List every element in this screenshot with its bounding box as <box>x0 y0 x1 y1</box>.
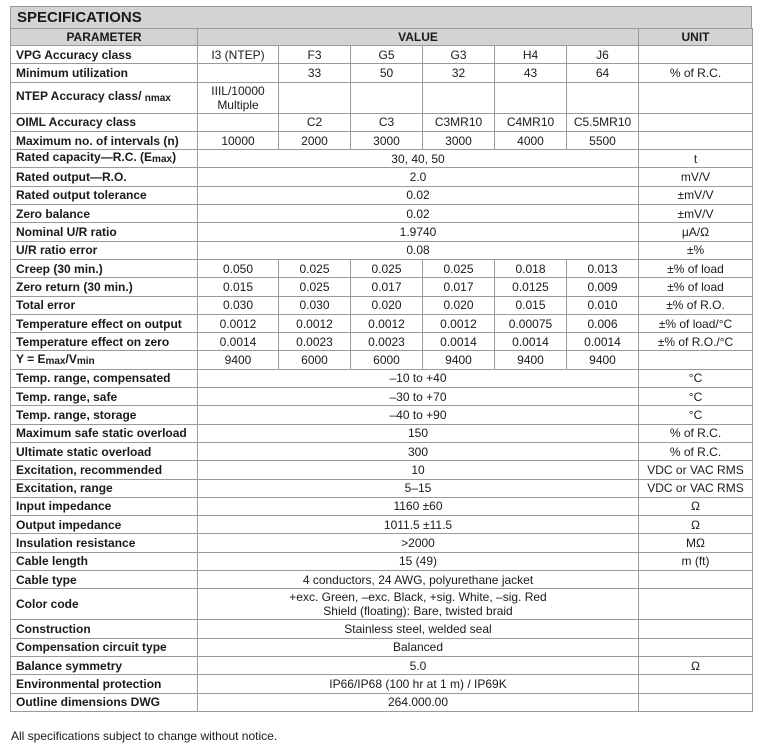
value-cell: 5–15 <box>198 479 639 497</box>
value-cell: 0.015 <box>198 278 279 296</box>
value-cell: 300 <box>198 442 639 460</box>
table-row <box>11 369 753 387</box>
unit-cell: °C <box>639 406 753 424</box>
table-row <box>11 259 753 277</box>
param-label: Color code <box>11 589 198 620</box>
value-cell: 0.025 <box>351 259 423 277</box>
value-cell: 43 <box>495 64 567 82</box>
value-cell: Balanced <box>198 638 639 656</box>
spec-table <box>10 28 753 712</box>
table-row <box>11 241 753 259</box>
value-cell: G5 <box>351 46 423 64</box>
value-cell: 0.010 <box>567 296 639 314</box>
param-label <box>11 150 198 168</box>
value-cell: 9400 <box>198 351 279 369</box>
unit-cell: ±% of R.O. <box>639 296 753 314</box>
unit-cell: % of R.C. <box>639 424 753 442</box>
unit-cell: % of R.C. <box>639 442 753 460</box>
param-label: U/R ratio error <box>11 241 198 259</box>
table-row <box>11 442 753 460</box>
value-cell: –40 to +90 <box>198 406 639 424</box>
param-label: Outline dimensions DWG <box>11 693 198 711</box>
value-cell: 264.000.00 <box>198 693 639 711</box>
table-row <box>11 314 753 332</box>
value-cell: 0.0014 <box>495 333 567 351</box>
table-row <box>11 168 753 186</box>
unit-cell: ±mV/V <box>639 205 753 223</box>
table-row <box>11 150 753 168</box>
table-row <box>11 205 753 223</box>
value-cell: C3 <box>351 113 423 131</box>
table-row <box>11 516 753 534</box>
param-label-subscript: max <box>152 154 173 166</box>
param-label: Creep (30 min.) <box>11 259 198 277</box>
value-cell: 0.0012 <box>198 314 279 332</box>
unit-cell <box>639 82 753 113</box>
value-cell: 1011.5 ±11.5 <box>198 516 639 534</box>
param-label: Maximum safe static overload <box>11 424 198 442</box>
param-label: Maximum no. of intervals (n) <box>11 131 198 149</box>
param-label-text: /V <box>65 351 77 366</box>
value-cell: 0.0023 <box>279 333 351 351</box>
value-cell: 5500 <box>567 131 639 149</box>
param-label: Cable type <box>11 571 198 589</box>
value-cell: C4MR10 <box>495 113 567 131</box>
unit-cell <box>639 131 753 149</box>
value-cell: +exc. Green, –exc. Black, +sig. White, –sig. Red Shield (floating): Bare, twisted braid <box>198 589 639 620</box>
param-label: Excitation, range <box>11 479 198 497</box>
value-cell: 0.009 <box>567 278 639 296</box>
param-label-text: NTEP Accuracy class/ <box>16 89 145 104</box>
param-label: Insulation resistance <box>11 534 198 552</box>
param-label: Excitation, recommended <box>11 461 198 479</box>
unit-cell: mV/V <box>639 168 753 186</box>
spec-sheet <box>10 6 752 712</box>
table-row <box>11 278 753 296</box>
unit-cell <box>639 638 753 656</box>
param-label: Ultimate static overload <box>11 442 198 460</box>
value-cell: 0.0012 <box>423 314 495 332</box>
table-row <box>11 675 753 693</box>
param-label: VPG Accuracy class <box>11 46 198 64</box>
table-row <box>11 534 753 552</box>
value-cell: F3 <box>279 46 351 64</box>
unit-cell: MΩ <box>639 534 753 552</box>
table-row <box>11 589 753 620</box>
param-label: Temp. range, safe <box>11 388 198 406</box>
value-cell: 3000 <box>351 131 423 149</box>
table-row <box>11 388 753 406</box>
unit-cell: °C <box>639 388 753 406</box>
param-label <box>11 82 198 113</box>
table-row <box>11 497 753 515</box>
value-cell: C5.5MR10 <box>567 113 639 131</box>
value-cell: 0.025 <box>279 278 351 296</box>
param-label: Total error <box>11 296 198 314</box>
table-row <box>11 351 753 369</box>
unit-cell: Ω <box>639 497 753 515</box>
value-cell: 1.9740 <box>198 223 639 241</box>
unit-cell: ±mV/V <box>639 186 753 204</box>
table-row <box>11 82 753 113</box>
table-row <box>11 131 753 149</box>
unit-cell: m (ft) <box>639 552 753 570</box>
value-cell: 0.0125 <box>495 278 567 296</box>
value-cell: 0.006 <box>567 314 639 332</box>
table-row <box>11 296 753 314</box>
value-cell: 10 <box>198 461 639 479</box>
unit-cell: t <box>639 150 753 168</box>
unit-cell <box>639 46 753 64</box>
param-label: Zero balance <box>11 205 198 223</box>
value-cell: IIIL/10000 Multiple <box>198 82 279 113</box>
table-row <box>11 693 753 711</box>
value-cell: 3000 <box>423 131 495 149</box>
table-row <box>11 424 753 442</box>
header-unit: UNIT <box>639 29 753 46</box>
value-cell: Stainless steel, welded seal <box>198 620 639 638</box>
param-label: Temp. range, compensated <box>11 369 198 387</box>
value-cell: 0.020 <box>351 296 423 314</box>
header-parameter: PARAMETER <box>11 29 198 46</box>
unit-cell <box>639 589 753 620</box>
unit-cell: μA/Ω <box>639 223 753 241</box>
unit-cell: °C <box>639 369 753 387</box>
table-row <box>11 406 753 424</box>
param-label: Minimum utilization <box>11 64 198 82</box>
value-cell: 33 <box>279 64 351 82</box>
value-cell: C3MR10 <box>423 113 495 131</box>
param-label: Rated output—R.O. <box>11 168 198 186</box>
value-cell: H4 <box>495 46 567 64</box>
value-cell <box>198 113 279 131</box>
unit-cell: ±% of R.O./°C <box>639 333 753 351</box>
table-row <box>11 113 753 131</box>
param-label-text: ) <box>172 150 177 165</box>
table-row <box>11 620 753 638</box>
value-cell <box>423 82 495 113</box>
value-cell: 0.050 <box>198 259 279 277</box>
value-cell <box>279 82 351 113</box>
value-cell: 9400 <box>567 351 639 369</box>
value-cell <box>567 82 639 113</box>
value-cell: 50 <box>351 64 423 82</box>
unit-cell: Ω <box>639 516 753 534</box>
unit-cell: ±% <box>639 241 753 259</box>
header-value: VALUE <box>198 29 639 46</box>
value-cell <box>351 82 423 113</box>
table-row <box>11 186 753 204</box>
header-row <box>11 29 753 46</box>
value-cell: 0.0014 <box>423 333 495 351</box>
value-cell: 32 <box>423 64 495 82</box>
unit-cell <box>639 113 753 131</box>
section-title: SPECIFICATIONS <box>10 6 752 28</box>
value-cell: 0.018 <box>495 259 567 277</box>
value-cell: G3 <box>423 46 495 64</box>
unit-cell <box>639 351 753 369</box>
param-label-text: Rated capacity—R.C. (E <box>16 150 153 165</box>
param-label: Temp. range, storage <box>11 406 198 424</box>
value-cell: 0.00075 <box>495 314 567 332</box>
value-cell: –30 to +70 <box>198 388 639 406</box>
table-row <box>11 64 753 82</box>
value-cell: IP66/IP68 (100 hr at 1 m) / IP69K <box>198 675 639 693</box>
value-cell: 1160 ±60 <box>198 497 639 515</box>
value-cell: 64 <box>567 64 639 82</box>
param-label: Nominal U/R ratio <box>11 223 198 241</box>
value-cell: 5.0 <box>198 656 639 674</box>
table-row <box>11 461 753 479</box>
table-row <box>11 333 753 351</box>
value-cell: 0.08 <box>198 241 639 259</box>
value-cell: J6 <box>567 46 639 64</box>
value-cell <box>198 64 279 82</box>
param-label: Zero return (30 min.) <box>11 278 198 296</box>
param-label: Temperature effect on output <box>11 314 198 332</box>
param-label <box>11 351 198 369</box>
param-label: Cable length <box>11 552 198 570</box>
value-cell: 0.030 <box>279 296 351 314</box>
table-row <box>11 638 753 656</box>
param-label-subscript: min <box>76 355 95 367</box>
value-cell: 0.017 <box>423 278 495 296</box>
value-cell: I3 (NTEP) <box>198 46 279 64</box>
value-cell: 0.017 <box>351 278 423 296</box>
value-cell: 0.0014 <box>567 333 639 351</box>
value-cell: 0.030 <box>198 296 279 314</box>
param-label-subscript: max <box>45 355 66 367</box>
unit-cell: ±% of load <box>639 259 753 277</box>
table-row <box>11 223 753 241</box>
value-cell: 150 <box>198 424 639 442</box>
value-cell: 9400 <box>423 351 495 369</box>
value-cell: C2 <box>279 113 351 131</box>
param-label: Compensation circuit type <box>11 638 198 656</box>
unit-cell <box>639 571 753 589</box>
table-row <box>11 479 753 497</box>
param-label: Output impedance <box>11 516 198 534</box>
unit-cell: ±% of load <box>639 278 753 296</box>
value-cell <box>495 82 567 113</box>
table-row <box>11 46 753 64</box>
value-cell: 30, 40, 50 <box>198 150 639 168</box>
value-cell: 4000 <box>495 131 567 149</box>
footnote: All specifications subject to change without notice. <box>11 729 278 743</box>
unit-cell: % of R.C. <box>639 64 753 82</box>
unit-cell: Ω <box>639 656 753 674</box>
unit-cell <box>639 620 753 638</box>
value-cell: 0.02 <box>198 205 639 223</box>
param-label: OIML Accuracy class <box>11 113 198 131</box>
value-cell: 0.0023 <box>351 333 423 351</box>
unit-cell: VDC or VAC RMS <box>639 479 753 497</box>
param-label: Temperature effect on zero <box>11 333 198 351</box>
unit-cell: VDC or VAC RMS <box>639 461 753 479</box>
value-cell: 2000 <box>279 131 351 149</box>
value-cell: 15 (49) <box>198 552 639 570</box>
value-cell: 0.020 <box>423 296 495 314</box>
unit-cell <box>639 675 753 693</box>
unit-cell <box>639 693 753 711</box>
param-label-subscript: nmax <box>144 93 171 105</box>
param-label: Rated output tolerance <box>11 186 198 204</box>
table-row <box>11 656 753 674</box>
param-label: Balance symmetry <box>11 656 198 674</box>
value-cell: 0.02 <box>198 186 639 204</box>
param-label: Construction <box>11 620 198 638</box>
value-cell: 9400 <box>495 351 567 369</box>
value-cell: 2.0 <box>198 168 639 186</box>
value-cell: –10 to +40 <box>198 369 639 387</box>
value-cell: 0.013 <box>567 259 639 277</box>
value-cell: >2000 <box>198 534 639 552</box>
value-cell: 0.0012 <box>279 314 351 332</box>
table-row <box>11 571 753 589</box>
value-cell: 4 conductors, 24 AWG, polyurethane jacket <box>198 571 639 589</box>
param-label-text: Y = E <box>16 351 46 366</box>
value-cell: 0.025 <box>279 259 351 277</box>
value-cell: 10000 <box>198 131 279 149</box>
value-cell: 6000 <box>279 351 351 369</box>
value-cell: 0.0012 <box>351 314 423 332</box>
value-cell: 0.025 <box>423 259 495 277</box>
table-row <box>11 552 753 570</box>
param-label: Input impedance <box>11 497 198 515</box>
value-cell: 6000 <box>351 351 423 369</box>
value-cell: 0.0014 <box>198 333 279 351</box>
value-cell: 0.015 <box>495 296 567 314</box>
unit-cell: ±% of load/°C <box>639 314 753 332</box>
param-label: Environmental protection <box>11 675 198 693</box>
